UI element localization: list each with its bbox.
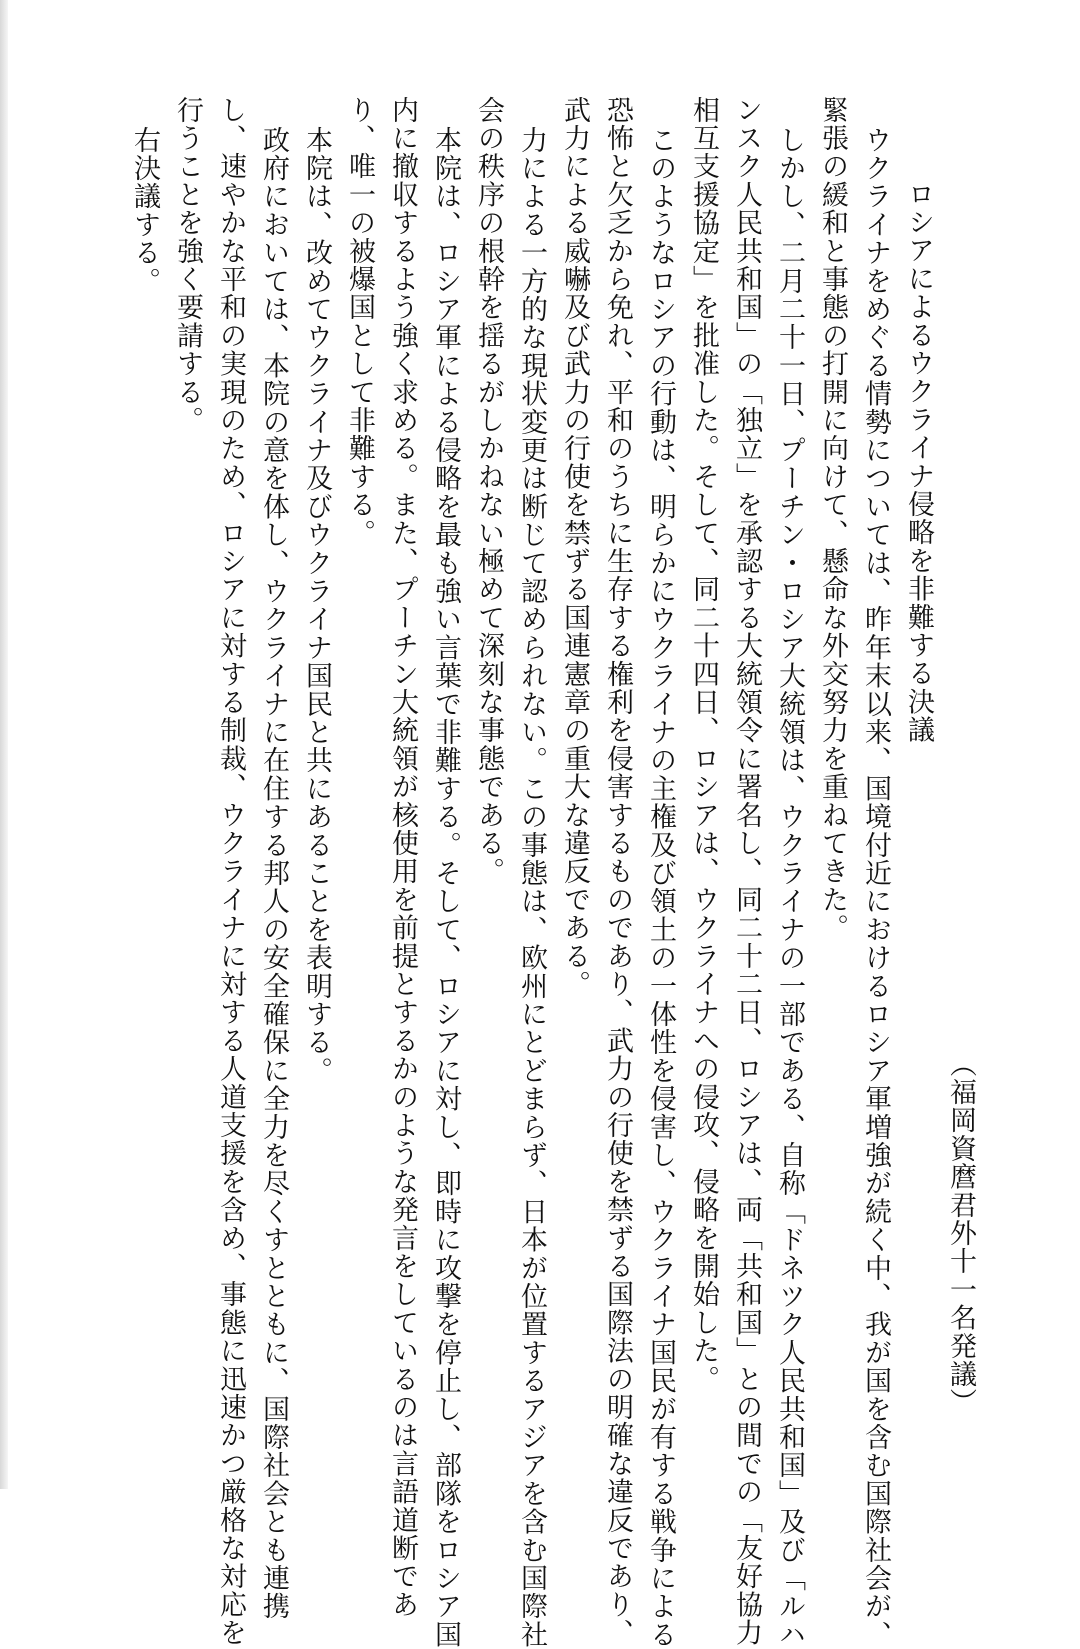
body-line: 政府においては、本院の意を体し、ウクライナに在住する邦人の安全確保に全力を尽くすとともに、国際社会とも連携 xyxy=(258,126,289,1621)
body-line: 相互支援協定」を批准した。そして、同二十四日、ロシアは、ウクライナへの侵攻、侵略を開始した。 xyxy=(688,96,719,1394)
resolution-page xyxy=(60,0,1070,1649)
page-edge-shadow xyxy=(0,0,8,1489)
body-line: 本院は、改めてウクライナ及びウクライナ国民と共にあることを表明する。 xyxy=(301,126,332,1085)
body-line: ンスク人民共和国」の「独立」を承認する大統領令に署名し、同二十二日、ロシアは、両「共和国」との間での「友好協力 xyxy=(731,96,762,1647)
body-line: しかし、二月二十一日、プーチン・ロシア大統領は、ウクライナの一部である、自称「ドネツク人民共和国」及び「ルハ xyxy=(774,126,805,1649)
body-line: し、速やかな平和の実現のため、ロシアに対する制裁、ウクライナに対する人道支援を含め、事態に迅速かつ厳格な対応を xyxy=(215,96,246,1647)
body-line: 会の秩序の根幹を揺るがしかねない極めて深刻な事態である。 xyxy=(473,96,504,886)
body-line: ウクライナをめぐる情勢については、昨年末以来、国境付近におけるロシア軍増強が続く中、我が国を含む国際社会が、 xyxy=(860,126,891,1649)
proposer-line: （福岡資麿君外十一名発議） xyxy=(945,1050,976,1417)
body-line: 行うことを強く要請する。 xyxy=(172,96,203,435)
body-line: 内に撤収するよう強く求める。また、プーチン大統領が核使用を前提とするかのような発言をしているのは言語道断であ xyxy=(387,96,418,1619)
body-line: り、唯一の被爆国として非難する。 xyxy=(344,96,375,548)
body-line: 恐怖と欠乏から免れ、平和のうちに生存する権利を侵害するものであり、武力の行使を禁ずる国際法の明確な違反であり、 xyxy=(602,96,633,1647)
body-line: 武力による威嚇及び武力の行使を禁ずる国連憲章の重大な違反である。 xyxy=(559,96,590,999)
body-line: 右決議する。 xyxy=(129,126,160,296)
body-line: 力による一方的な現状変更は断じて認められない。この事態は、欧州にとどまらず、日本が位置するアジアを含む国際社 xyxy=(516,126,547,1649)
body-line: このようなロシアの行動は、明らかにウクライナの主権及び領土の一体性を侵害し、ウクライナ国民が有する戦争による xyxy=(645,126,676,1649)
document-title: ロシアによるウクライナ侵略を非難する決議 xyxy=(903,180,934,744)
body-line: 緊張の緩和と事態の打開に向けて、懸命な外交努力を重ねてきた。 xyxy=(817,96,848,942)
body-line: 本院は、ロシア軍による侵略を最も強い言葉で非難する。そして、ロシアに対し、即時に攻撃を停止し、部隊をロシア国 xyxy=(430,126,461,1649)
